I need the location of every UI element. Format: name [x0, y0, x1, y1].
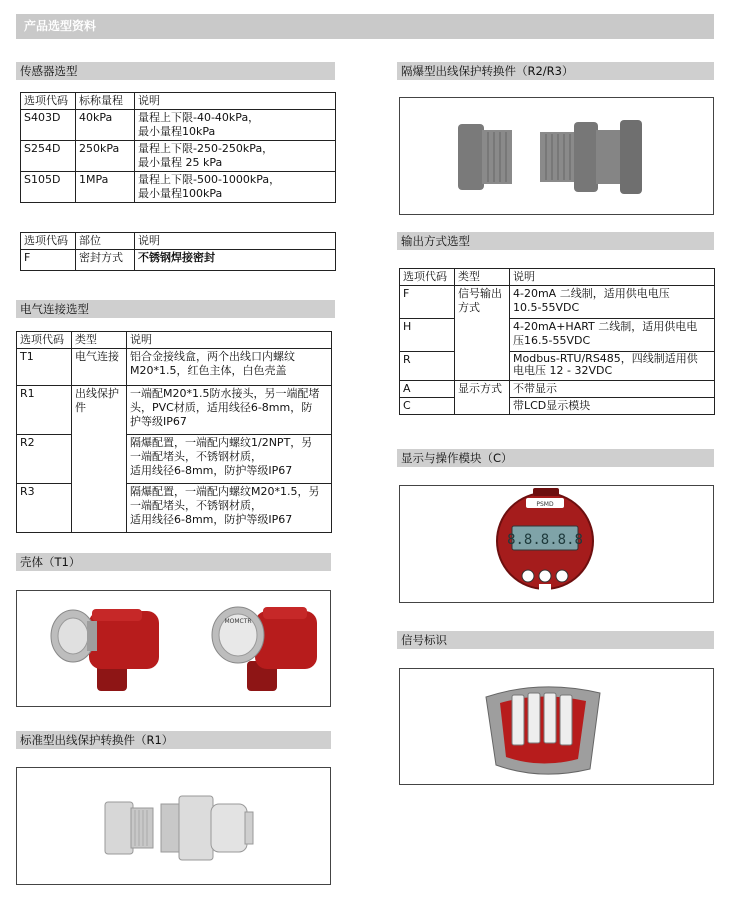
- table-cell: 信号输出方式: [455, 286, 510, 381]
- table-cell: F: [400, 286, 455, 319]
- table-row: [21, 110, 336, 141]
- table-cell: R: [400, 352, 455, 381]
- display-module-image: [399, 485, 714, 603]
- display-digits: 8.8.8.8.8: [507, 532, 583, 548]
- table-cell: 带LCD显示模块: [510, 398, 715, 415]
- adapter-r2-illustration: [400, 98, 713, 214]
- table-row: [17, 386, 332, 435]
- table-cell: R2: [17, 435, 72, 484]
- table-row: [21, 172, 336, 203]
- display-logo: PSMD: [536, 501, 554, 508]
- table-cell: R1: [17, 386, 72, 435]
- table-cell: 40kPa: [76, 110, 135, 141]
- table-row: [17, 484, 332, 533]
- table-cell: 隔爆配置，一端配内螺纹1/2NPT，另 一端配堵头，不锈钢材质， 适用线径6-8mm，防护等级IP67: [127, 435, 332, 484]
- table-cell: S403D: [21, 110, 76, 141]
- section-standard-adapter: 标准型出线保护转换件（R1）: [16, 731, 331, 749]
- table-cell: 密封方式: [76, 250, 135, 271]
- sensor-table: [20, 92, 336, 203]
- seal-table: [20, 232, 336, 271]
- header-cell: 选项代码: [21, 93, 76, 110]
- header-cell: 标称量程: [76, 93, 135, 110]
- table-cell: 不锈钢焊接密封: [135, 250, 336, 271]
- table-cell: 量程上下限-250-250kPa， 最小量程 25 kPa: [135, 141, 336, 172]
- section-electrical: 电气连接选型: [16, 300, 335, 318]
- table-header-row: [21, 233, 336, 250]
- page-title: 产品选型资料: [16, 14, 714, 39]
- table-cell: 电气连接: [72, 349, 127, 386]
- header-cell: 选项代码: [21, 233, 76, 250]
- table-header-row: [400, 269, 715, 286]
- table-row: [17, 349, 332, 386]
- adapter-r1-illustration: [17, 768, 330, 884]
- header-cell: 说明: [510, 269, 715, 286]
- table-cell: 隔爆配置，一端配内螺纹M20*1.5，另 一端配堵头，不锈钢材质， 适用线径6-8mm，防护等级IP67: [127, 484, 332, 533]
- table-row: [17, 435, 332, 484]
- header-cell: 部位: [76, 233, 135, 250]
- table-row: [21, 250, 336, 271]
- explosion-adapter-image: [399, 97, 714, 215]
- table-cell: 1MPa: [76, 172, 135, 203]
- header-cell: 选项代码: [400, 269, 455, 286]
- section-sensor: 传感器选型: [16, 62, 335, 80]
- table-cell: 铝合金接线盒，两个出线口内螺纹 M20*1.5，红色主体，白色壳盖: [127, 349, 332, 386]
- table-row: [400, 319, 715, 352]
- terminal-board-illustration: [400, 669, 713, 784]
- table-row: [400, 398, 715, 415]
- table-cell: A: [400, 381, 455, 398]
- table-cell: S105D: [21, 172, 76, 203]
- section-housing: 壳体（T1）: [16, 553, 331, 571]
- section-explosion-adapter: 隔爆型出线保护转换件（R2/R3）: [397, 62, 714, 80]
- table-header-row: [21, 93, 336, 110]
- header-cell: 说明: [135, 93, 336, 110]
- table-cell: 4-20mA 二线制，适用供电电压 10.5-55VDC: [510, 286, 715, 319]
- section-output: 输出方式选型: [397, 232, 714, 250]
- table-cell: 量程上下限-500-1000kPa， 最小量程100kPa: [135, 172, 336, 203]
- housing-illustration: [17, 591, 330, 706]
- table-cell: H: [400, 319, 455, 352]
- section-signal-label: 信号标识: [397, 631, 714, 649]
- standard-adapter-image: [16, 767, 331, 885]
- table-cell: 出线保护件: [72, 386, 127, 533]
- table-cell: 4-20mA+HART 二线制，适用供电电 压16.5-55VDC: [510, 319, 715, 352]
- display-module-illustration: [400, 486, 713, 602]
- table-cell: 不带显示: [510, 381, 715, 398]
- section-display-module: 显示与操作模块（C）: [397, 449, 714, 467]
- housing-image: [16, 590, 331, 707]
- table-cell: T1: [17, 349, 72, 386]
- table-cell: 量程上下限-40-40kPa， 最小量程10kPa: [135, 110, 336, 141]
- header-cell: 说明: [127, 332, 332, 349]
- table-cell: C: [400, 398, 455, 415]
- signal-label-image: [399, 668, 714, 785]
- header-cell: 选项代码: [17, 332, 72, 349]
- header-cell: 类型: [455, 269, 510, 286]
- table-row: [21, 141, 336, 172]
- housing-label: MOMCTR: [224, 618, 252, 625]
- header-cell: 类型: [72, 332, 127, 349]
- header-cell: 说明: [135, 233, 336, 250]
- electrical-table: [16, 331, 332, 533]
- table-cell: 显示方式: [455, 381, 510, 415]
- table-cell: R3: [17, 484, 72, 533]
- table-cell: 250kPa: [76, 141, 135, 172]
- table-row: [400, 381, 715, 398]
- table-cell: 一端配M20*1.5防水接头，另一端配堵 头，PVC材质，适用线径6-8mm，防 护等级IP67: [127, 386, 332, 435]
- table-cell: Modbus-RTU/RS485，四线制适用供 电电压 12 - 32VDC: [510, 352, 715, 381]
- table-cell: S254D: [21, 141, 76, 172]
- table-header-row: [17, 332, 332, 349]
- table-cell: F: [21, 250, 76, 271]
- table-row: [400, 286, 715, 319]
- table-row: [400, 352, 715, 381]
- output-table: [399, 268, 715, 415]
